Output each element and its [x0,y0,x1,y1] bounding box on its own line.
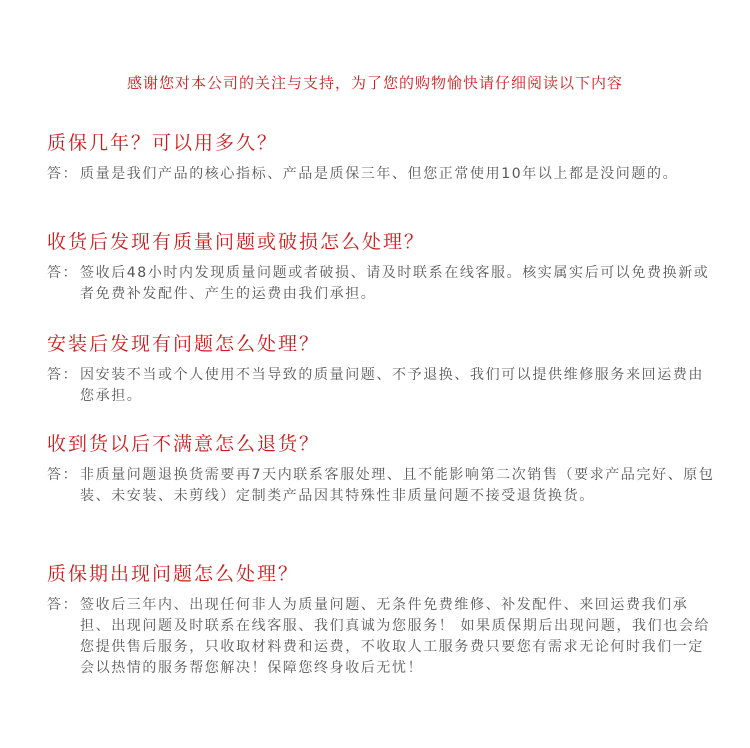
intro-notice: 感谢您对本公司的关注与支持，为了您的购物愉快请仔细阅读以下内容 [126,74,623,92]
faq-item-return-policy [47,431,717,507]
answer-label: 答： [47,467,79,483]
faq-item-damaged-on-receipt [47,229,717,305]
faq-item-warranty-length [47,130,717,185]
faq-answer [47,263,717,305]
faq-answer [47,595,717,679]
faq-answer-text: 质量是我们产品的核心指标、产品是质保三年、但您正常使用10年以上都是没问题的。 [80,166,679,182]
faq-answer [47,365,717,407]
faq-answer-text: 签收后48小时内发现质量问题或者破损、请及时联系在线客服。核实属实后可以免费换新或者免费补发配件、产生的运费由我们承担。 [80,265,710,302]
answer-label: 答： [47,597,79,613]
faq-question: 收到货以后不满意怎么退货？ [47,433,321,455]
faq-question: 质保几年？可以用多久？ [47,132,279,154]
answer-label: 答： [47,166,79,182]
faq-question: 质保期出现问题怎么处理？ [47,563,300,585]
faq-answer-text: 签收后三年内、出现任何非人为质量问题、无条件免费维修、补发配件、来回运费我们承担、出现问题及时联系在线客服、我们真诚为您服务！ 如果质保期后出现问题，我们也会给您提供售后服务，只收取材料费和运费，不收取人工服务费只要您有需求无论何时我们一定会以热情的服务帮您解决！保障您终身收后无忧！ [80,597,711,676]
faq-question: 收货后发现有质量问题或破损怎么处理？ [47,231,426,253]
faq-question: 安装后发现有问题怎么处理？ [47,333,321,355]
answer-label: 答： [47,265,79,281]
faq-answer [47,465,717,507]
faq-item-installation-issue [47,331,717,407]
faq-answer [47,164,717,185]
answer-label: 答： [47,367,79,383]
faq-item-in-warranty-problem [47,561,717,679]
faq-answer-text: 因安装不当或个人使用不当导致的质量问题、不予退换、我们可以提供维修服务来回运费由您承担。 [80,367,704,404]
faq-answer-text: 非质量问题退换货需要再7天内联系客服处理、且不能影响第二次销售（要求产品完好、原包装、未安装、未剪线）定制类产品因其特殊性非质量问题不接受退货换货。 [80,467,715,504]
